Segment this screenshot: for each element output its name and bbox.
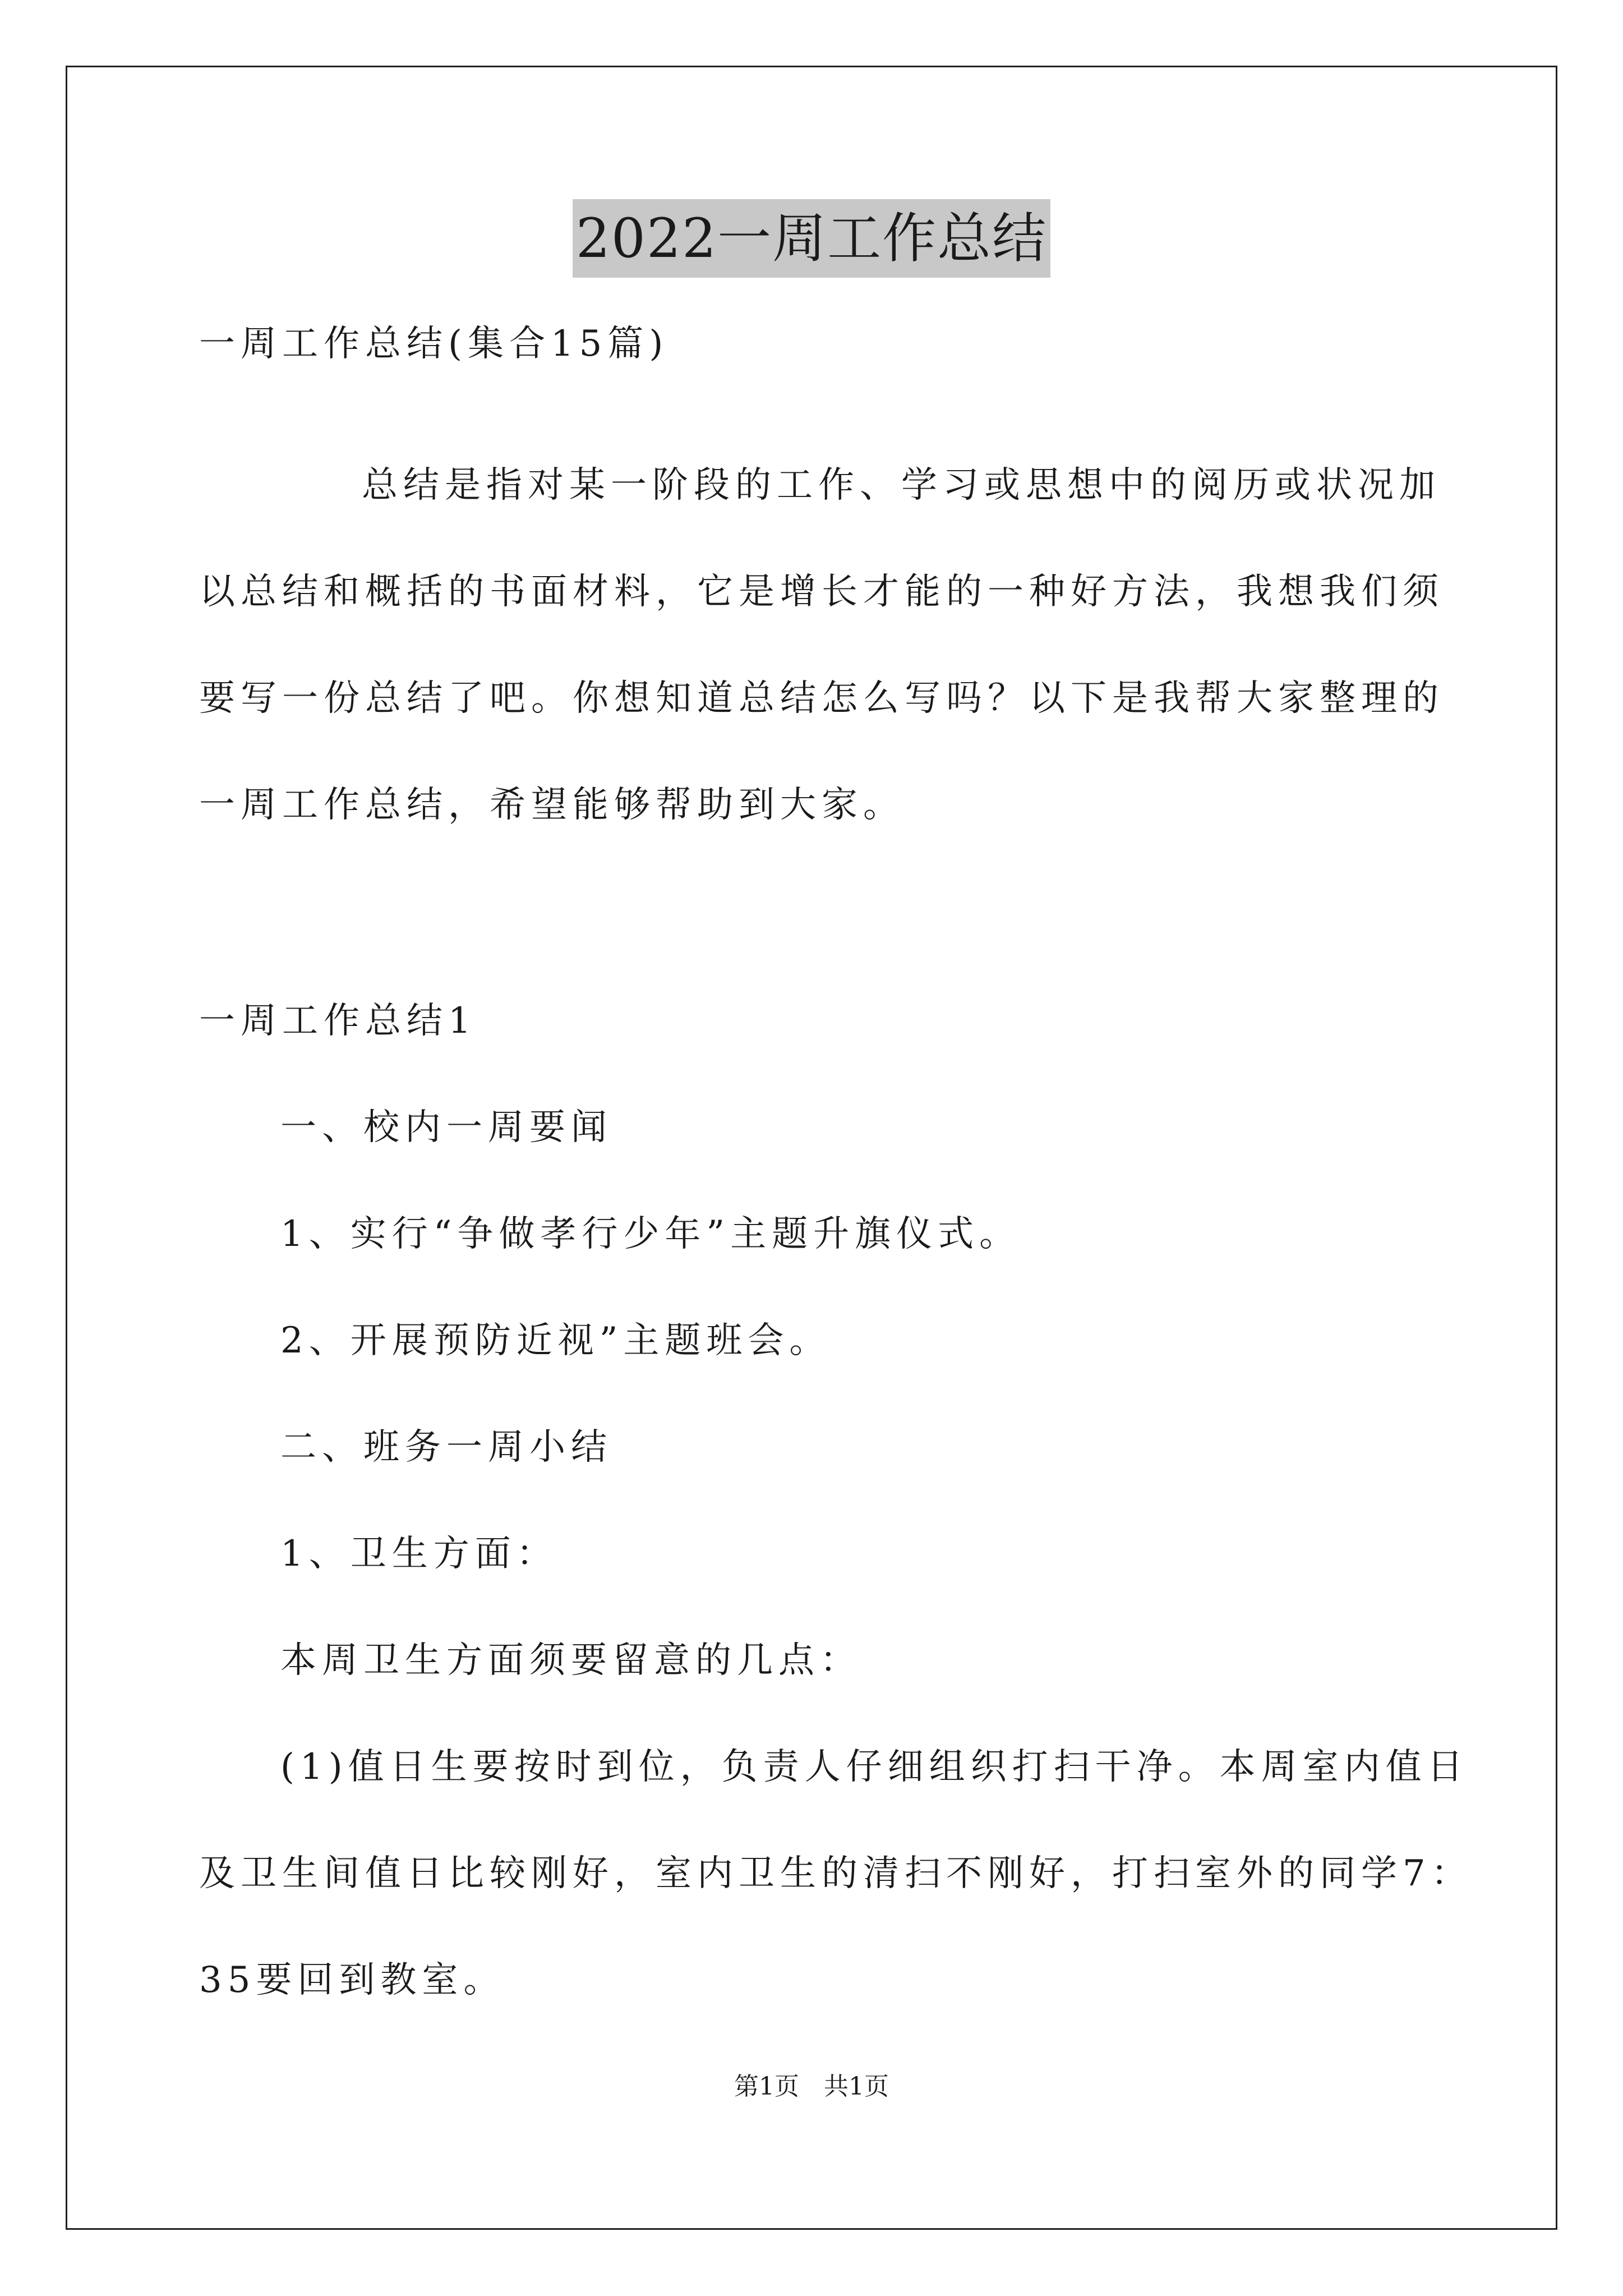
intro-line-4: 一周工作总结，希望能够帮助到大家。 — [199, 784, 905, 826]
title-container — [0, 199, 1623, 278]
list-item: 1、实行“争做孝行少年”主题升旗仪式。 — [280, 1213, 1021, 1255]
paragraph-line: 本周卫生方面须要留意的几点： — [280, 1640, 861, 1681]
intro-line-3: 要写一份总结了吧。你想知道总结怎么写吗？以下是我帮大家整理的 — [199, 678, 1444, 719]
intro-line-2: 以总结和概括的书面材料，它是增长才能的一种好方法，我想我们须 — [199, 571, 1444, 613]
document-title: 2022一周工作总结 — [573, 199, 1050, 278]
list-item: 1、卫生方面： — [280, 1533, 558, 1575]
heading-campus-news: 一、校内一周要闻 — [280, 1107, 612, 1148]
document-subtitle: 一周工作总结(集合15篇) — [199, 323, 669, 365]
list-item: 2、开展预防近视”主题班会。 — [280, 1320, 831, 1361]
page-number-footer: 第1页 共1页 — [734, 2072, 889, 2101]
paragraph-line: 及卫生间值日比较刚好，室内卫生的清扫不刚好，打扫室外的同学7： — [199, 1853, 1473, 1894]
paragraph-line: (1)值日生要按时到位，负责人仔细组织打扫干净。本周室内值日 — [280, 1746, 1469, 1788]
heading-class-summary: 二、班务一周小结 — [280, 1427, 612, 1468]
paragraph-line: 35要回到教室。 — [199, 1959, 505, 2001]
intro-line-1: 总结是指对某一阶段的工作、学习或思想中的阅历或状况加 — [362, 464, 1441, 506]
section-heading: 一周工作总结1 — [199, 1000, 477, 1042]
